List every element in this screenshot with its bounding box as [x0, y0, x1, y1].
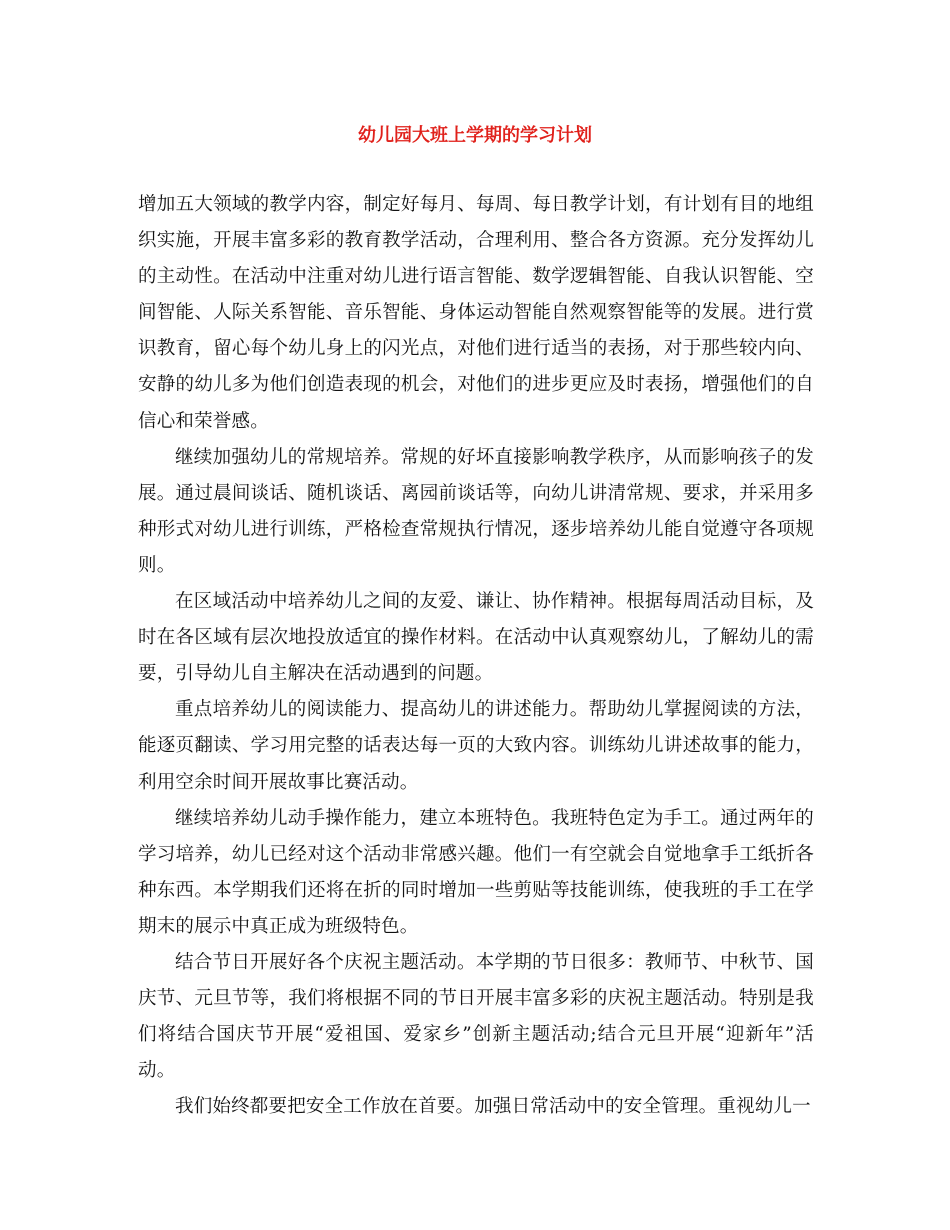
- paragraph-reading-ability: 重点培养幼儿的阅读能力、提高幼儿的讲述能力。帮助幼儿掌握阅读的方法，能逐页翻读、学习用完整的话表达每一页的大致内容。训练幼儿讲述故事的能力，利用空余时间开展故事比赛活动。: [138, 699, 814, 793]
- document-body: [138, 187, 814, 1125]
- paragraph-routine-training: 继续加强幼儿的常规培养。常规的好坏直接影响教学秩序，从而影响孩子的发展。通过晨间谈话、随机谈话、离园前谈话等，向幼儿讲清常规、要求，并采用多种形式对幼儿进行训练，严格检查常规执行情况，逐步培养幼儿能自觉遵守各项规则。: [138, 446, 814, 576]
- paragraph-area-activities: 在区域活动中培养幼儿之间的友爱、谦让、协作精神。根据每周活动目标，及时在各区域有层次地投放适宜的操作材料。在活动中认真观察幼儿，了解幼儿的需要，引导幼儿自主解决在活动遇到的问题。: [138, 591, 814, 685]
- paragraph-handcraft: 继续培养幼儿动手操作能力，建立本班特色。我班特色定为手工。通过两年的学习培养，幼儿已经对这个活动非常感兴趣。他们一有空就会自觉地拿手工纸折各种东西。本学期我们还将在折的同时增加一些剪贴等技能训练，使我班的手工在学期末的展示中真正成为班级特色。: [138, 807, 814, 937]
- paragraph-safety: 我们始终都要把安全工作放在首要。加强日常活动中的安全管理。重视幼儿一: [175, 1096, 811, 1118]
- paragraph-festival-activities: 结合节日开展好各个庆祝主题活动。本学期的节日很多：教师节、中秋节、国庆节、元旦节等，我们将根据不同的节日开展丰富多彩的庆祝主题活动。特别是我们将结合国庆节开展“爱祖国、爱家乡”创新主题活动;结合元旦开展“迎新年”活动。: [138, 951, 814, 1082]
- document-title: 幼儿园大班上学期的学习计划: [358, 125, 592, 146]
- paragraph-curriculum: 增加五大领域的教学内容，制定好每月、每周、每日教学计划，有计划有目的地组织实施，开展丰富多彩的教育教学活动，合理利用、整合各方资源。充分发挥幼儿的主动性。在活动中注重对幼儿进行语言智能、数学逻辑智能、自我认识智能、空间智能、人际关系智能、音乐智能、身体运动智能自然观察智能等的发展。进行赏识教育，留心每个幼儿身上的闪光点，对他们进行适当的表扬，对于那些较内向、安静的幼儿多为他们创造表现的机会，对他们的进步更应及时表扬，增强他们的自信心和荣誉感。: [138, 194, 814, 432]
